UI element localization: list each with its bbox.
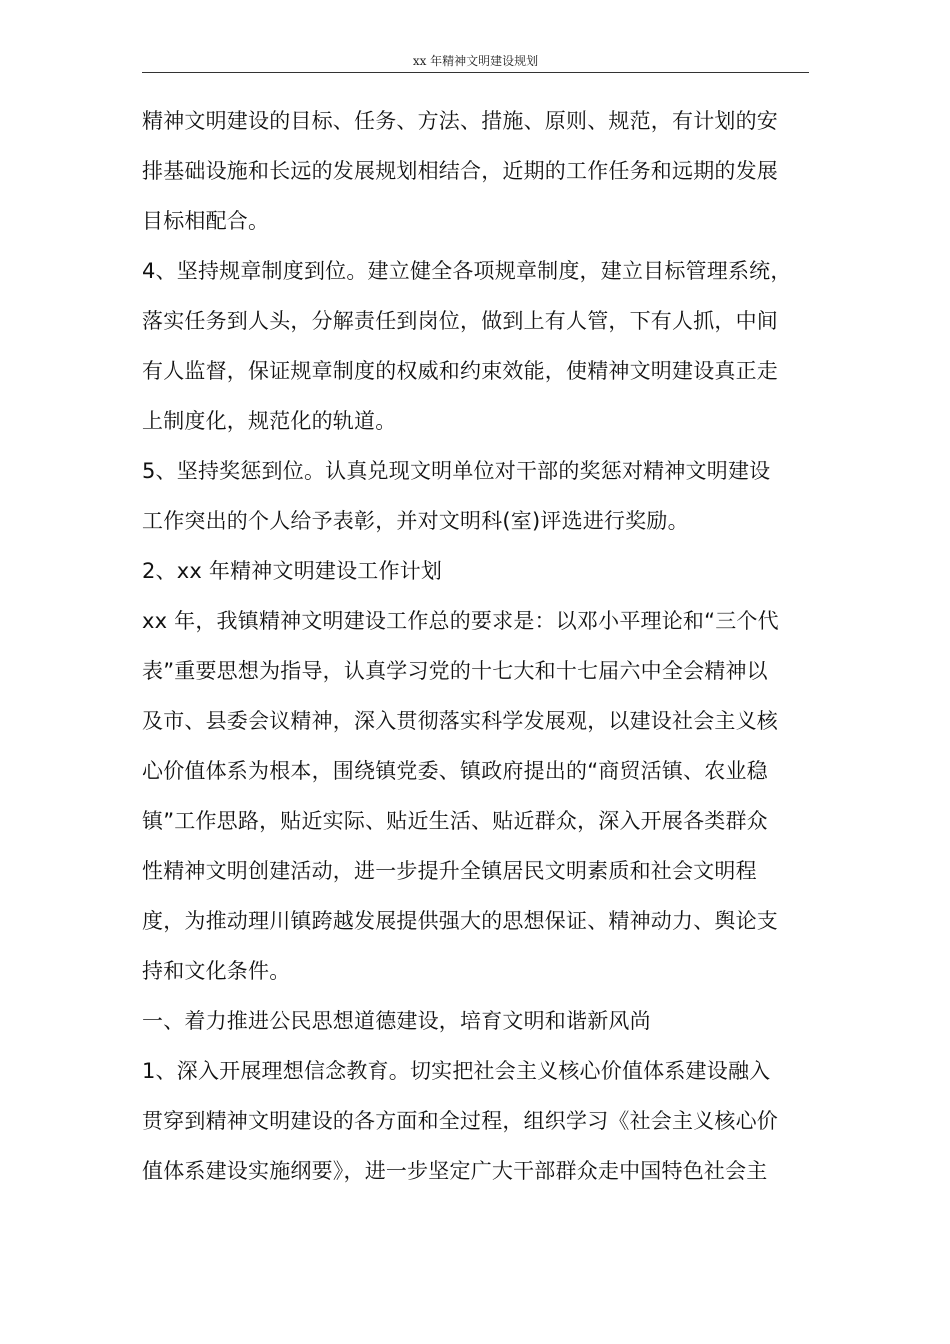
text-line: 排基础设施和长远的发展规划相结合，近期的工作任务和远期的发展 bbox=[142, 159, 778, 183]
text-line: 有人监督，保证规章制度的权威和约束效能，使精神文明建设真正走 bbox=[142, 359, 778, 383]
text-line: 上制度化，规范化的轨道。 bbox=[142, 409, 397, 433]
text-line: 值体系建设实施纲要》，进一步坚定广大干部群众走中国特色社会主 bbox=[142, 1159, 768, 1183]
text-line: 5、坚持奖惩到位。认真兑现文明单位对干部的奖惩对精神文明建设 bbox=[142, 459, 771, 483]
text-line: 贯穿到精神文明建设的各方面和全过程，组织学习《社会主义核心价 bbox=[142, 1109, 778, 1133]
text-line: 持和文化条件。 bbox=[142, 959, 291, 983]
text-line: 心价值体系为根本，围绕镇党委、镇政府提出的“商贸活镇、农业稳 bbox=[142, 759, 768, 783]
text-line: 性精神文明创建活动，进一步提升全镇居民文明素质和社会文明程 bbox=[142, 859, 757, 883]
section-heading: 2、xx 年精神文明建设工作计划 bbox=[142, 559, 443, 583]
text-line: 度，为推动理川镇跨越发展提供强大的思想保证、精神动力、舆论支 bbox=[142, 909, 778, 933]
text-line: 精神文明建设的目标、任务、方法、措施、原则、规范，有计划的安 bbox=[142, 109, 778, 133]
header-title: xx 年精神文明建设规划 bbox=[412, 54, 539, 68]
text-line: xx 年，我镇精神文明建设工作总的要求是：以邓小平理论和“三个代 bbox=[142, 609, 779, 633]
text-line: 目标相配合。 bbox=[142, 209, 270, 233]
page-header bbox=[142, 52, 809, 73]
text-line: 1、深入开展理想信念教育。切实把社会主义核心价值体系建设融入 bbox=[142, 1059, 771, 1083]
text-line: 镇”工作思路，贴近实际、贴近生活、贴近群众，深入开展各类群众 bbox=[142, 809, 768, 833]
text-line: 工作突出的个人给予表彰，并对文明科(室)评选进行奖励。 bbox=[142, 509, 689, 533]
text-line: 表”重要思想为指导，认真学习党的十七大和十七届六中全会精神以 bbox=[142, 659, 768, 683]
text-line: 4、坚持规章制度到位。建立健全各项规章制度，建立目标管理系统， bbox=[142, 259, 792, 283]
text-line: 及市、县委会议精神，深入贯彻落实科学发展观，以建设社会主义核 bbox=[142, 709, 778, 733]
document-body bbox=[142, 96, 820, 1196]
text-line: 落实任务到人头，分解责任到岗位，做到上有人管，下有人抓，中间 bbox=[142, 309, 778, 333]
section-heading: 一、着力推进公民思想道德建设，培育文明和谐新风尚 bbox=[142, 1009, 651, 1033]
